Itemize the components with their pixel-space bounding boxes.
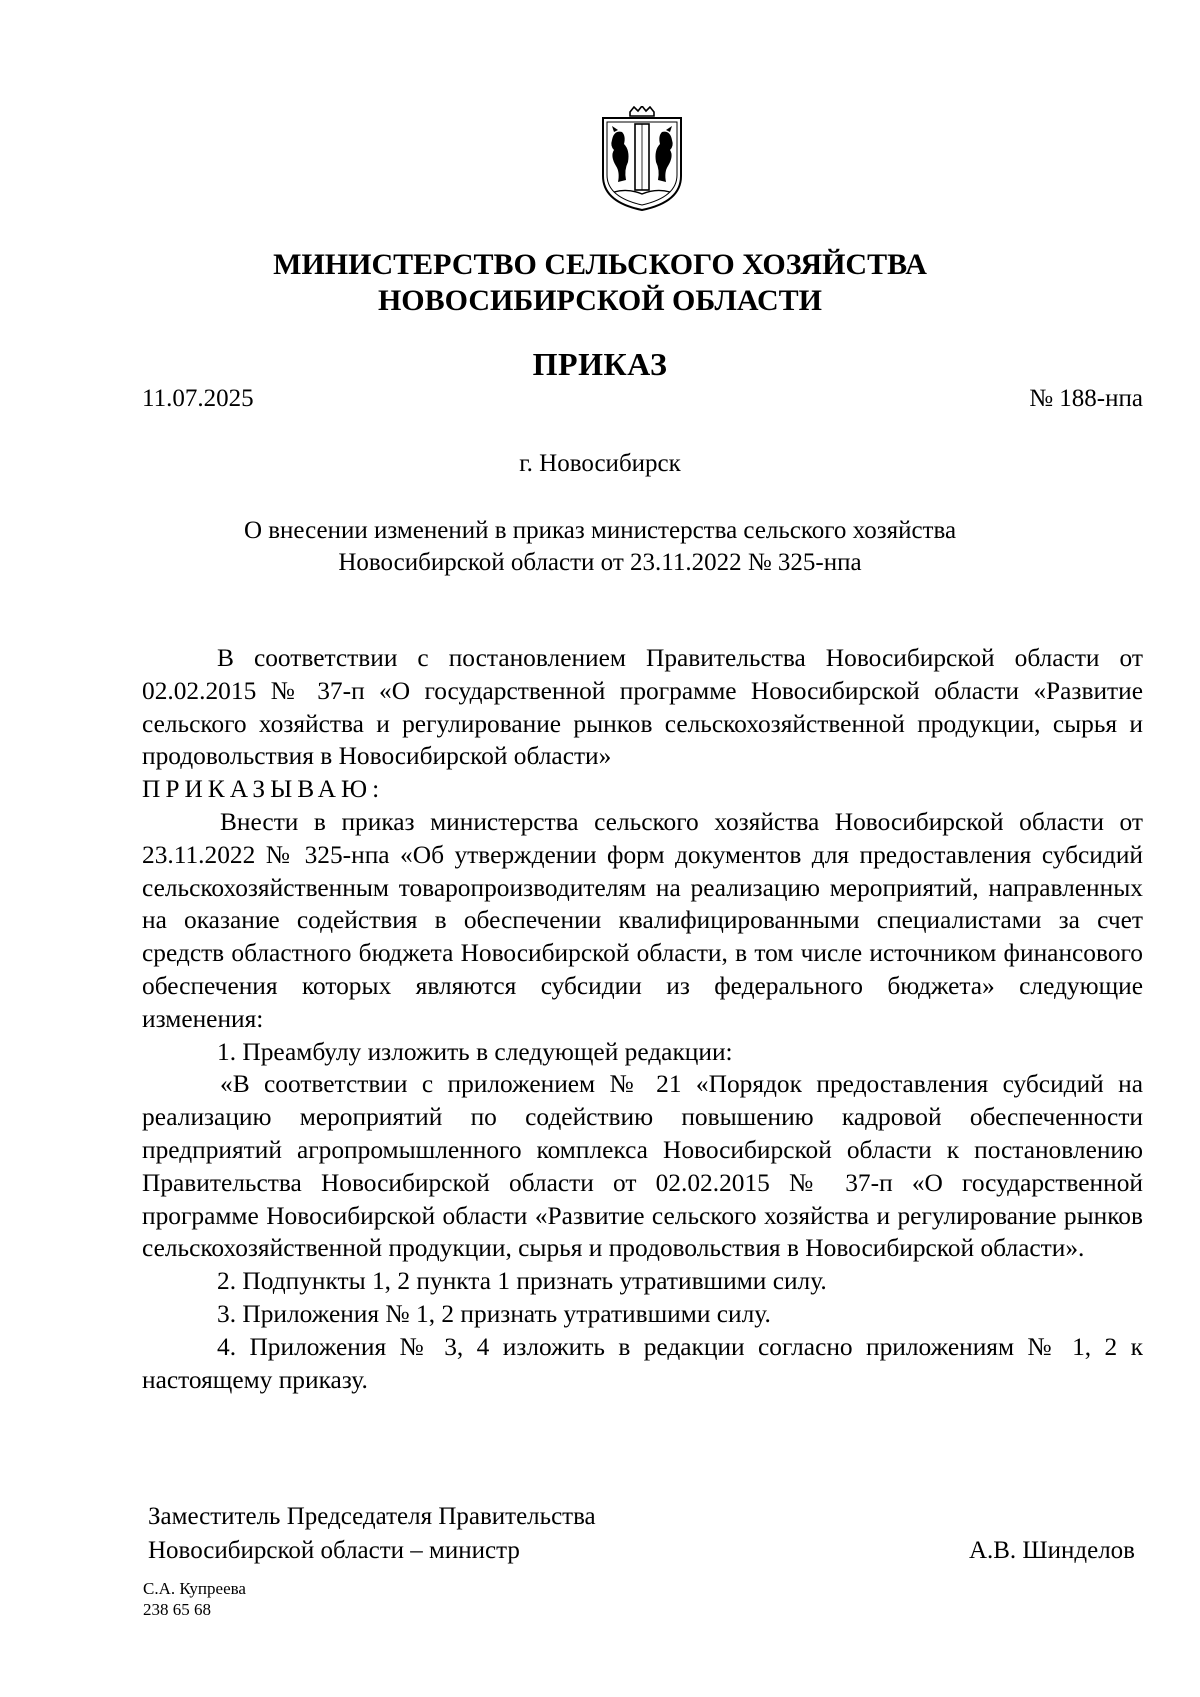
document-body: [142, 642, 1143, 1396]
ministry-name-line-1: МИНИСТЕРСТВО СЕЛЬСКОГО ХОЗЯЙСТВА: [273, 248, 927, 281]
body-paragraph-6: 4. Приложения № 3, 4 изложить в редакции согласно приложениям № 1, 2 к настоящему приказу.: [142, 1332, 1143, 1394]
signatory-position-line-2: Новосибирской области – министр: [148, 1537, 520, 1564]
signatory-name: А.В. Шинделов: [968, 1537, 1135, 1564]
subject-line-1: О внесении изменений в приказ министерства сельского хозяйства: [243, 517, 957, 544]
subject-line-2: Новосибирской области от 23.11.2022 № 325-нпа: [338, 549, 862, 576]
preamble-paragraph: В соответствии с постановлением Правительства Новосибирской области от 02.02.2015 № 37-п «О государственной программе Новосибирской области «Развитие сельского хозяйства и регулирование рынков сельскохозяйственной продукции, сырья и продовольствия в Новосибирской области»: [142, 644, 1143, 771]
body-paragraph-2: 1. Преамбулу изложить в следующей редакции:: [217, 1037, 733, 1066]
coat-of-arms-icon: [600, 106, 684, 212]
signatory-position-line-1: Заместитель Председателя Правительства: [148, 1503, 596, 1530]
executor-name: С.А. Купреева: [143, 1579, 246, 1598]
document-date: 11.07.2025: [142, 385, 254, 412]
executor-phone: 238 65 68: [143, 1600, 211, 1619]
body-paragraph-5: 3. Приложения № 1, 2 признать утратившими силу.: [217, 1299, 771, 1328]
body-paragraph-4: 2. Подпункты 1, 2 пункта 1 признать утратившими силу.: [217, 1267, 827, 1296]
ministry-name-line-2: НОВОСИБИРСКОЙ ОБЛАСТИ: [377, 284, 823, 317]
executor-block: [143, 1578, 246, 1620]
document-subject: [0, 515, 1200, 579]
body-paragraph-1: Внести в приказ министерства сельского хозяйства Новосибирской области от 23.11.2022 № 325-нпа «Об утверждении форм документов для предоставления субсидий сельскохозяйственным товаропроизводителям на реализацию мероприятий, направленных на оказание содействия в обеспечении квалифицированными специалистами за счет средств областного бюджета Новосибирской области, в том числе источником финансового обеспечения которых являются субсидии из федерального бюджета» следующие изменения:: [142, 807, 1143, 1033]
document-city: г. Новосибирск: [519, 450, 681, 477]
document-number: № 188-нпа: [1029, 385, 1143, 412]
order-keyword: ПРИКАЗЫВАЮ:: [142, 775, 385, 804]
signature-block: [148, 1500, 1143, 1568]
body-paragraph-3: «В соответствии с приложением № 21 «Порядок предоставления субсидий на реализацию мероприятий по содействию повышению кадровой обеспеченности предприятий агропромышленного комплекса Новосибирской области к постановлению Правительства Новосибирской области от 02.02.2015 № 37-п «О государственной программе Новосибирской области «Развитие сельского хозяйства и регулирование рынков сельскохозяйственной продукции, сырья и продовольствия в Новосибирской области».: [142, 1070, 1143, 1263]
coat-of-arms-emblem: [600, 106, 684, 212]
document-type-title: ПРИКАЗ: [532, 346, 668, 382]
